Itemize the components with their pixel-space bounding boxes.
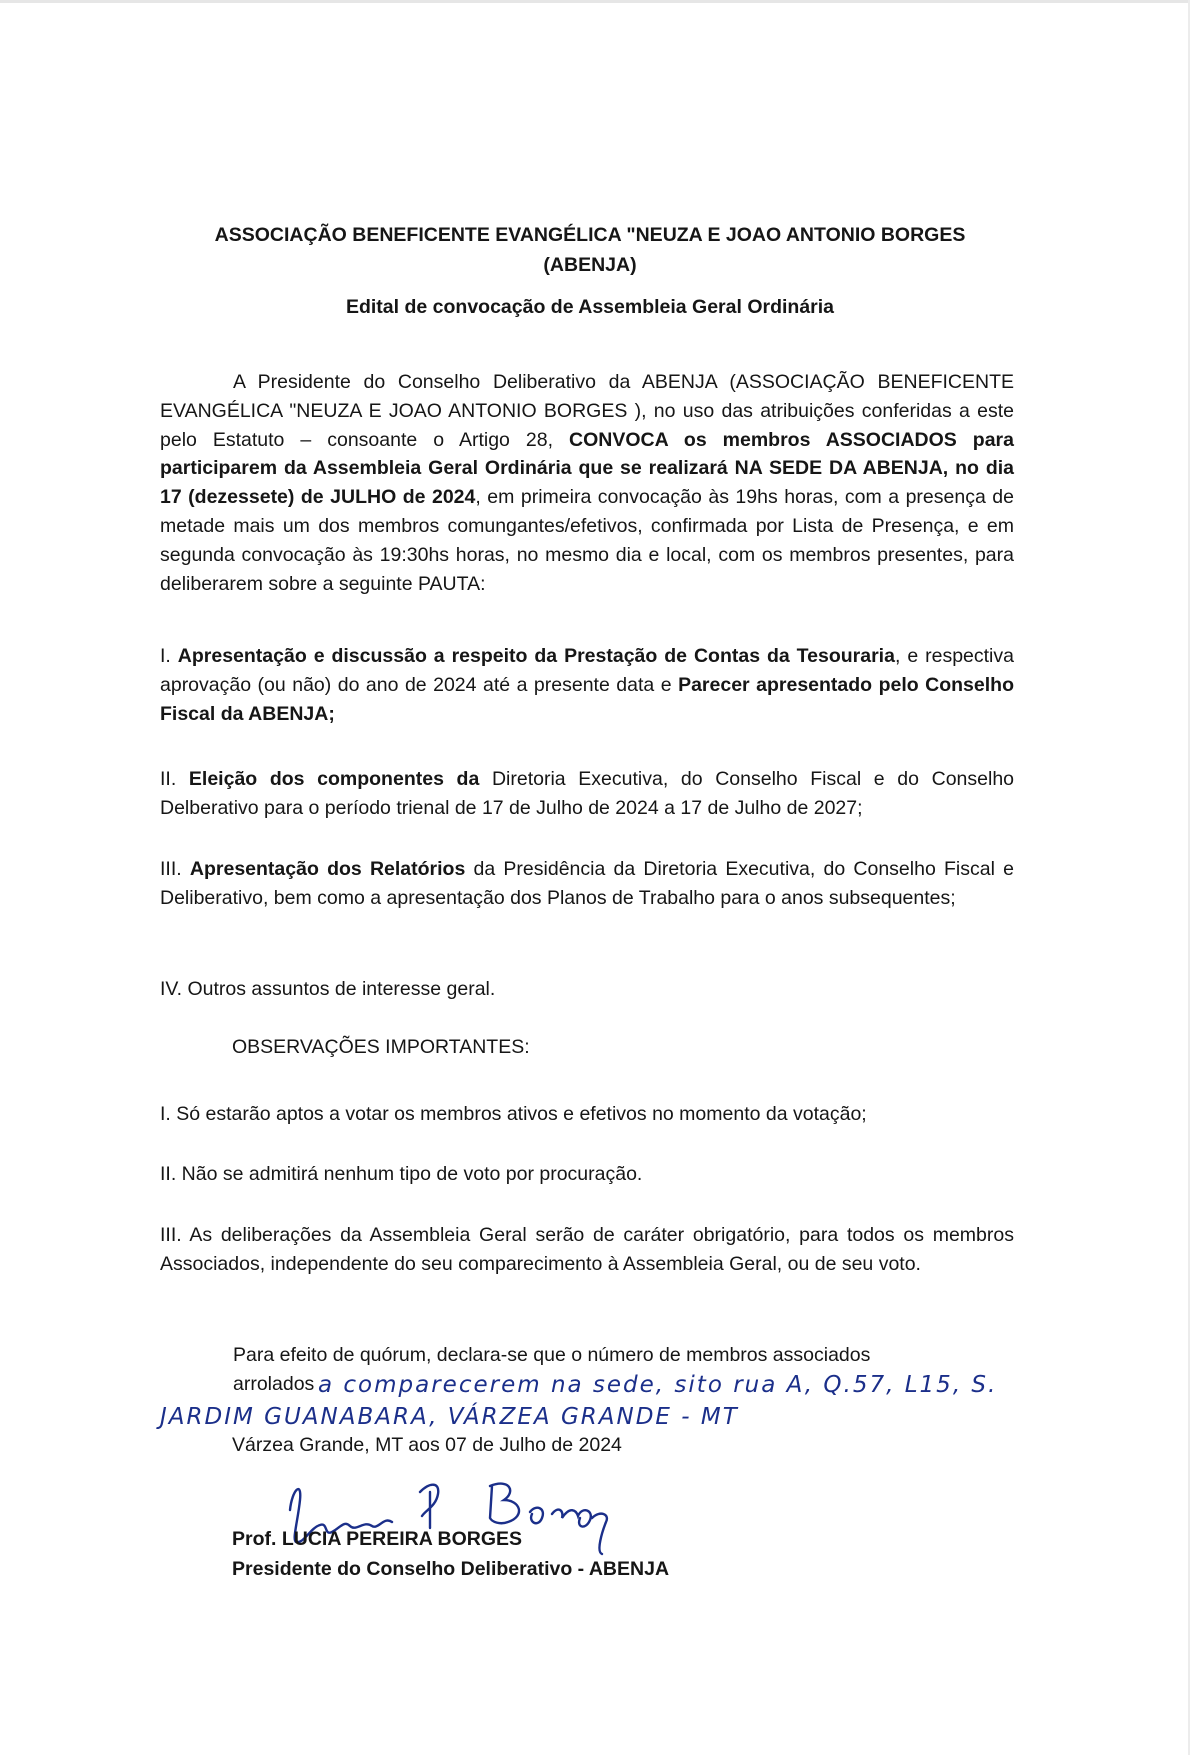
signatory-name: Prof. LUCIA PEREIRA BORGES bbox=[232, 1528, 522, 1550]
signature-block bbox=[232, 1524, 669, 1584]
handwritten-address-line-1: a comparecerem na sede, sito rua A, Q.57, L15, S. bbox=[318, 1372, 998, 1398]
handwritten-address-line-2: JARDIM GUANABARA, VÁRZEA GRANDE - MT bbox=[160, 1404, 739, 1430]
intro-paragraph bbox=[160, 368, 1014, 598]
intro-text-1: A Presidente do Conselho Deliberativo da ABENJA (ASSOCIAÇÃO BENEFICENTE EVANGÉLICA "NEUZA E JOAO ANTONIO BORGES ), no uso das atribuições conferidas a este pelo Estatuto – consoante o Artigo 28, bbox=[160, 371, 1014, 451]
header-subtitle: Edital de convocação de Assembleia Geral Ordinária bbox=[345, 296, 835, 318]
agenda-item-1-number: I. bbox=[160, 645, 178, 667]
agenda-item-3-number: III. bbox=[160, 858, 190, 880]
agenda-item-2 bbox=[160, 765, 1014, 823]
agenda-item-3 bbox=[160, 855, 1014, 913]
document-header bbox=[160, 220, 1020, 322]
intro-bold: CONVOCA os membros ASSOCIADOS para participarem da Assembleia Geral Ordinária que se realizará NA SEDE DA ABENJA, no dia 17 (dezessete) de JULHO de 2024 bbox=[160, 428, 1014, 509]
header-title: ASSOCIAÇÃO BENEFICENTE EVANGÉLICA "NEUZA E JOAO ANTONIO BORGES bbox=[214, 224, 966, 246]
quorum-text: Para efeito de quórum, declara-se que o número de membros associados bbox=[233, 1344, 871, 1366]
agenda-item-2-number: II. bbox=[160, 768, 189, 790]
agenda-item-4: IV. Outros assuntos de interesse geral. bbox=[160, 978, 496, 1000]
observations-title: OBSERVAÇÕES IMPORTANTES: bbox=[232, 1036, 530, 1058]
observation-3: III. As deliberações da Assembleia Geral serão de caráter obrigatório, para todos os membros Associados, independente do seu comparecimento à Assembleia Geral, ou de seu voto. bbox=[160, 1224, 1014, 1275]
signatory-title: Presidente do Conselho Deliberativo - ABENJA bbox=[232, 1558, 670, 1580]
agenda-item-1-text: , e respectiva aprovação (ou não) do ano de 2024 até a presente data e bbox=[160, 645, 1014, 696]
agenda-item-1-bold-2: Parecer apresentado pelo Conselho Fiscal da ABENJA; bbox=[160, 673, 1014, 725]
header-acronym: (ABENJA) bbox=[543, 254, 637, 276]
agenda-item-1-bold-1: Apresentação e discussão a respeito da Prestação de Contas da Tesouraria bbox=[177, 645, 895, 667]
scan-edge-top bbox=[0, 0, 1190, 3]
agenda-item-1 bbox=[160, 642, 1014, 728]
agenda-item-3-text: da Presidência da Diretoria Executiva, do Conselho Fiscal e Deliberativo, bem como a apresentação dos Planos de Trabalho para o anos subsequentes; bbox=[160, 858, 1014, 909]
agenda-item-2-bold: Eleição dos componentes da bbox=[188, 768, 480, 790]
dateline: Várzea Grande, MT aos 07 de Julho de 2024 bbox=[232, 1434, 622, 1456]
quorum-arrolados: arrolados bbox=[233, 1372, 315, 1395]
agenda-item-2-text: Diretoria Executiva, do Conselho Fiscal e do Conselho Delberativo para o período trienal de 17 de Julho de 2024 a 17 de Julho de 2027; bbox=[160, 768, 1015, 819]
observation-1: I. Só estarão aptos a votar os membros ativos e efetivos no momento da votação; bbox=[160, 1103, 867, 1125]
observation-2: II. Não se admitirá nenhum tipo de voto por procuração. bbox=[160, 1163, 643, 1185]
agenda-item-3-bold: Apresentação dos Relatórios bbox=[189, 858, 466, 880]
intro-text-2: , em primeira convocação às 19hs horas, com a presença de metade mais um dos membros comungantes/efetivos, confirmada por Lista de Presença, e em segunda convocação às 19:30hs horas, no mesmo dia e local, com os membros presentes, para deliberarem sobre a seguinte PAUTA: bbox=[160, 486, 1014, 595]
